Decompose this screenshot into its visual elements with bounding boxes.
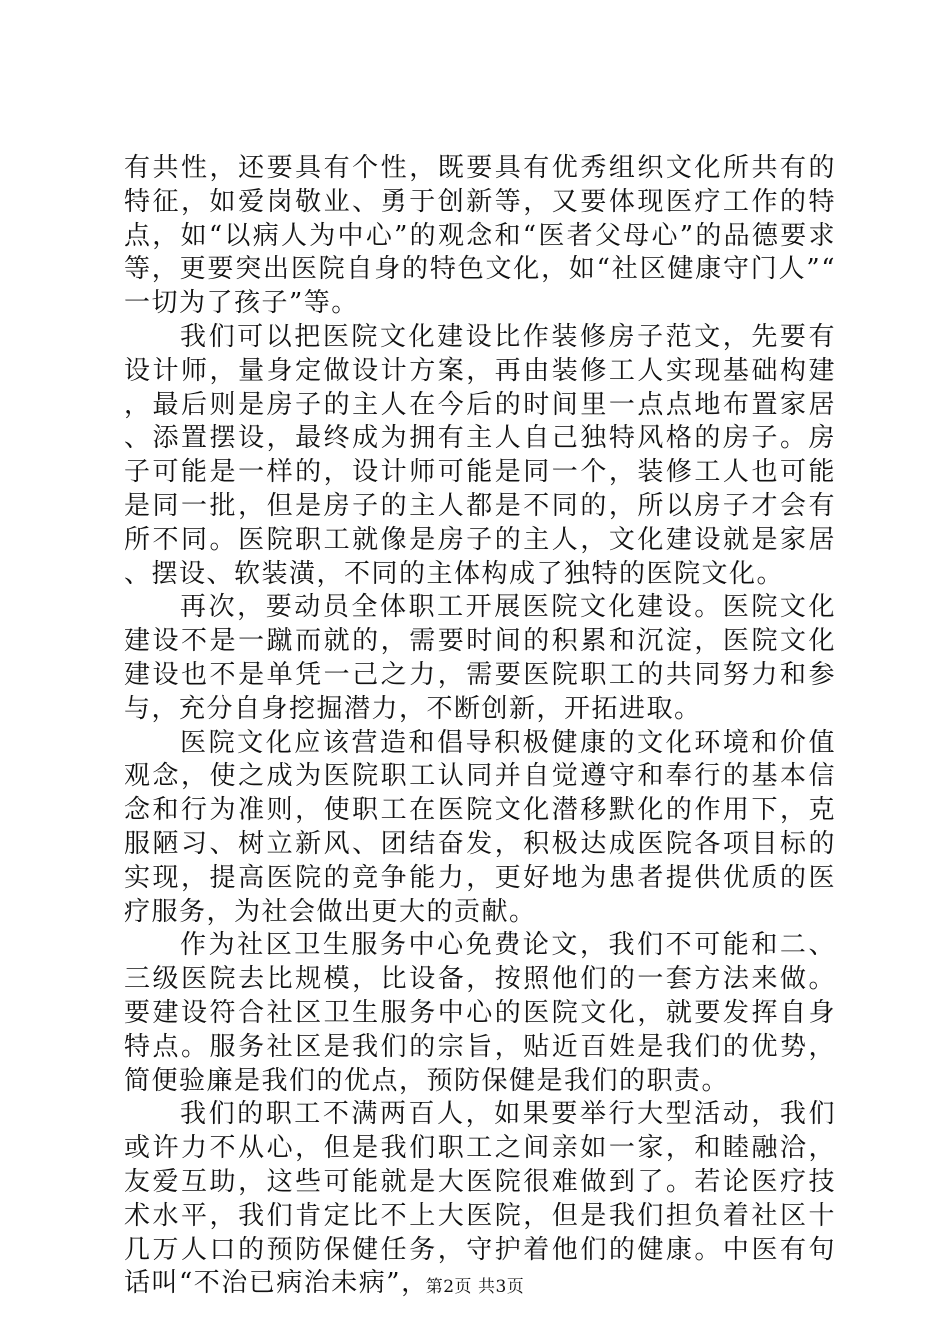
- paragraph-6: 我们的职工不满两百人，如果要举行大型活动，我们或许力不从心，但是我们职工之间亲如一家，和睦融洽，友爱互助，这些可能就是大医院很难做到了。若论医疗技术水平，我们肯定比不上大医院，但是我们担负着社区十几万人口的预防保健任务，守护着他们的健康。中医有句话叫“不治已病治未病”，: [124, 1099, 836, 1299]
- paragraph-2: 我们可以把医院文化建设比作装修房子范文，先要有设计师，量身定做设计方案，再由装修工人实现基础构建，最后则是房子的主人在今后的时间里一点点地布置家居、添置摆设，最终成为拥有主人自己独特风格的房子。房子可能是一样的，设计师可能是同一个，装修工人也可能是同一批，但是房子的主人都是不同的，所以房子才会有所不同。医院职工就像是房子的主人，文化建设就是家居、摆设、软装潢，不同的主体构成了独特的医院文化。: [124, 321, 836, 589]
- page-number-footer: 第2页 共3页: [425, 1277, 525, 1297]
- document-body: [124, 152, 836, 1301]
- paragraph-3: 再次，要动员全体职工开展医院文化建设。医院文化建设不是一蹴而就的，需要时间的积累和沉淀，医院文化建设也不是单凭一己之力，需要医院职工的共同努力和参与，充分自身挖掘潜力，不断创新，开拓进取。: [124, 592, 836, 724]
- paragraph-1: 有共性，还要具有个性，既要具有优秀组织文化所共有的特征，如爱岗敬业、勇于创新等，又要体现医疗工作的特点，如“以病人为中心”的观念和“医者父母心”的品德要求等，更要突出医院自身的特色文化，如“社区健康守门人”“一切为了孩子”等。: [124, 153, 836, 319]
- paragraph-5: 作为社区卫生服务中心免费论文，我们不可能和二、三级医院去比规模，比设备，按照他们的一套方法来做。要建设符合社区卫生服务中心的医院文化，就要发挥自身特点。服务社区是我们的宗旨，贴近百姓是我们的优势，简便验廉是我们的优点，预防保健是我们的职责。: [124, 930, 836, 1096]
- paragraph-4: 医院文化应该营造和倡导积极健康的文化环境和价值观念，使之成为医院职工认同并自觉遵守和奉行的基本信念和行为准则，使职工在医院文化潜移默化的作用下，克服陋习、树立新风、团结奋发，积极达成医院各项目标的实现，提高医院的竞争能力，更好地为患者提供优质的医疗服务，为社会做出更大的贡献。: [124, 727, 836, 927]
